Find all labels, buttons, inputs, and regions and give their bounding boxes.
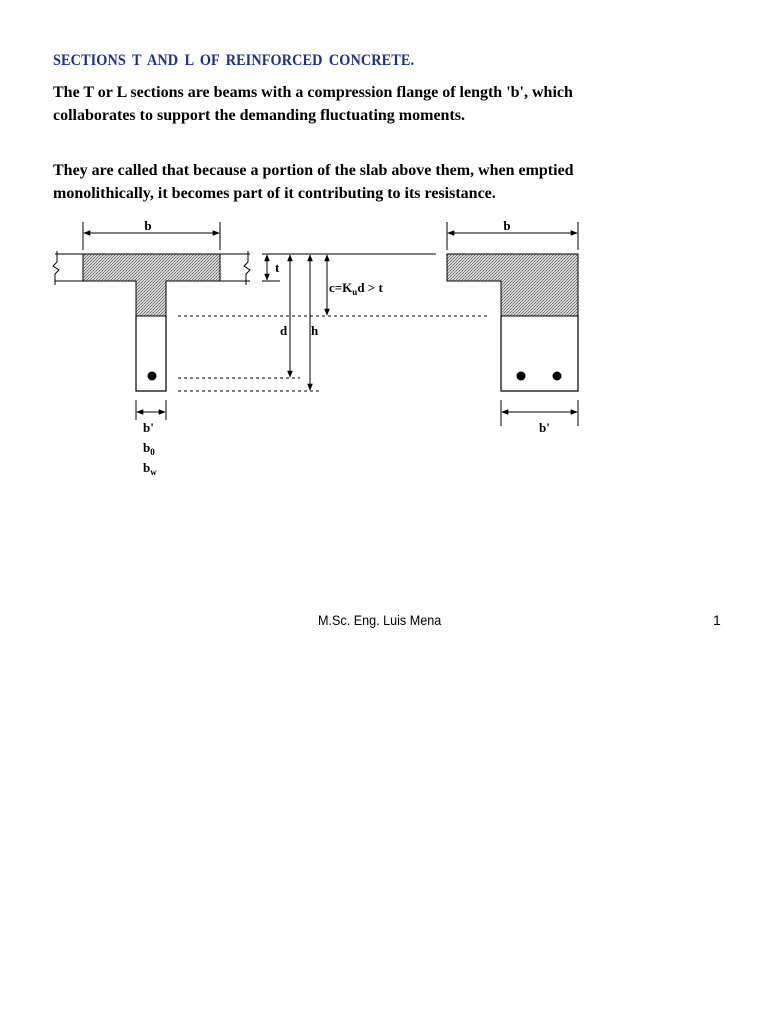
t-height-dimension xyxy=(310,255,319,390)
l-rebar xyxy=(553,372,562,381)
t-thickness-label: t xyxy=(275,260,280,275)
paragraph-intro-line-2: collaborates to support the demanding fluctuating moments. xyxy=(53,107,466,124)
t-height-label: h xyxy=(311,323,319,338)
t-thickness-dimension xyxy=(262,254,280,281)
t-neutral-axis-dimension xyxy=(327,255,383,315)
l-compression-zone xyxy=(447,254,578,316)
paragraph-explanation-line-2: monolithically, it becomes part of it contributing to its resistance. xyxy=(53,185,496,202)
l-flange-width-dimension xyxy=(447,218,578,250)
t-section xyxy=(53,218,490,477)
l-rebar xyxy=(517,372,526,381)
page-number: 1 xyxy=(713,612,721,628)
document-heading: SECTIONS T AND L OF REINFORCED CONCRETE. xyxy=(53,52,415,69)
paragraph-intro xyxy=(53,81,669,127)
footer-author: M.Sc. Eng. Luis Mena xyxy=(318,612,442,628)
slab-left-extension xyxy=(53,251,83,285)
paragraph-explanation-line-1: They are called that because a portion of the slab above them, when emptied xyxy=(53,162,574,179)
t-compression-zone xyxy=(83,254,220,316)
paragraph-intro-line-1: The T or L sections are beams with a compression flange of length 'b', which xyxy=(53,84,573,101)
t-web-width-label: b' xyxy=(143,420,154,435)
l-web xyxy=(501,316,578,391)
t-neutral-axis-label: $c=K_ud > t$ xyxy=(329,280,383,297)
t-flange-width-label: b xyxy=(144,218,152,233)
slab-right-extension xyxy=(220,251,250,285)
paragraph-explanation xyxy=(53,159,669,205)
l-flange-width-label: b xyxy=(503,218,511,233)
t-web-width-dimension xyxy=(136,400,166,477)
l-section xyxy=(447,218,578,435)
l-web-width-dimension xyxy=(501,400,578,435)
t-rebar xyxy=(148,372,157,381)
t-web-width-alt-label-bw: $b_w$ xyxy=(143,460,157,477)
l-web-width-label: b' xyxy=(539,420,550,435)
t-depth-label: d xyxy=(280,323,288,338)
t-and-l-section-diagram xyxy=(0,210,768,490)
t-web-width-alt-label-b0: $b_0$ xyxy=(143,440,155,457)
t-flange-width-dimension xyxy=(83,218,220,250)
